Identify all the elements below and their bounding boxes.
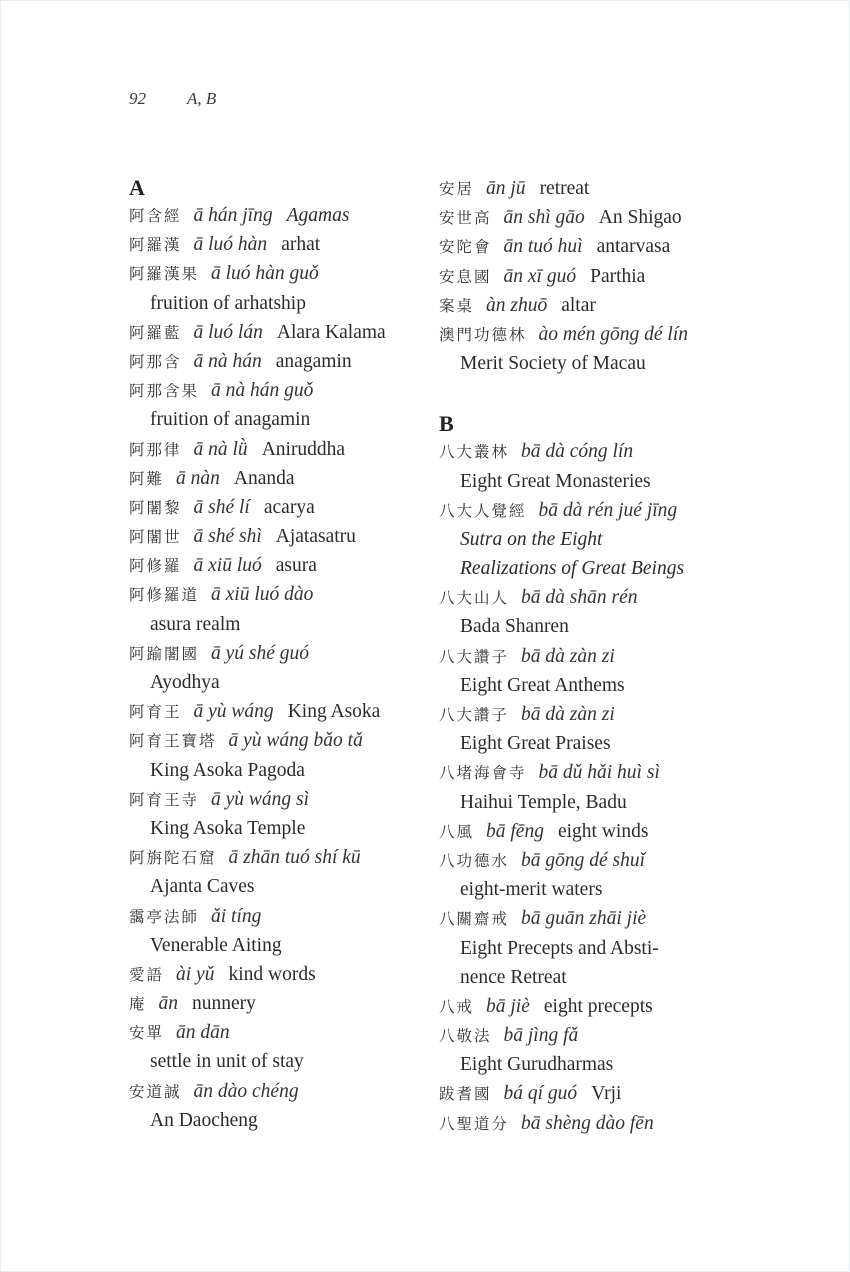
pinyin: ā xiū luó — [193, 555, 262, 577]
english-term: Eight Gurudharmas — [460, 1054, 614, 1076]
chinese-term: 八敬法 — [439, 1027, 492, 1046]
pinyin: bā dà rén jué jīng — [538, 499, 678, 521]
pinyin: ā yù wáng bǎo tǎ — [228, 730, 363, 752]
chinese-term: 八大讚子 — [439, 647, 510, 666]
english-term: Ajanta Caves — [150, 876, 255, 898]
pinyin: ā shé shì — [193, 526, 262, 548]
english-term: nunnery — [192, 993, 256, 1015]
glossary-entry — [129, 259, 419, 317]
chinese-term: 八風 — [439, 822, 475, 841]
page-number: 92 — [129, 89, 146, 108]
pinyin: ān dào chéng — [193, 1080, 299, 1102]
glossary-entry — [439, 642, 729, 700]
pinyin: ā shé lí — [193, 496, 250, 518]
entry-headline — [129, 580, 419, 609]
english-term: eight-merit waters — [460, 879, 603, 901]
entry-headline — [439, 846, 729, 875]
glossary-entry — [439, 496, 729, 584]
chinese-term: 阿含經 — [129, 207, 182, 225]
pinyin: ān jū — [486, 178, 526, 199]
english-term: Ananda — [233, 467, 295, 489]
entry-headline — [129, 785, 419, 814]
chinese-term: 安世高 — [439, 209, 492, 228]
glossary-entry — [439, 174, 729, 203]
pinyin: ā yù wáng — [193, 701, 274, 723]
chinese-term: 阿闍世 — [129, 528, 182, 547]
chinese-term: 阿修羅道 — [129, 586, 200, 605]
pinyin: ā nà lǜ — [193, 438, 248, 460]
chinese-term: 安居 — [439, 180, 475, 198]
pinyin: ā zhān tuó shí kū — [228, 847, 361, 869]
entry-headline — [129, 259, 419, 288]
entry-headline — [129, 697, 419, 726]
pinyin: ā luó hàn guǒ — [211, 263, 319, 285]
chinese-term: 阿難 — [129, 469, 165, 488]
entry-headline — [129, 230, 419, 259]
entry-headline — [439, 291, 729, 320]
entry-headline — [129, 551, 419, 580]
glossary-entry — [129, 464, 419, 493]
glossary-entry — [129, 230, 419, 259]
entry-headline — [439, 817, 729, 846]
english-term: Venerable Aiting — [150, 934, 282, 956]
pinyin: bā dà zàn zi — [521, 645, 615, 667]
section-letter: B — [439, 411, 454, 437]
english-term: antarvasa — [596, 236, 671, 258]
pinyin: bā dǔ hǎi huì sì — [538, 762, 660, 784]
english-term: Eight Great Anthems — [460, 674, 625, 696]
chinese-term: 八大人覺經 — [439, 501, 527, 520]
entry-headline — [129, 464, 419, 493]
chinese-term: 阿旃陀石窟 — [129, 849, 217, 868]
section-letter: A — [129, 175, 145, 200]
chinese-term: 八大叢林 — [439, 443, 510, 462]
glossary-entry — [439, 320, 729, 378]
chinese-term: 阿育王寶塔 — [129, 732, 217, 751]
glossary-entry — [129, 435, 419, 464]
english-term: Sutra on the Eight — [460, 528, 603, 550]
entry-headline — [439, 1109, 729, 1138]
entry-headline — [439, 1021, 729, 1050]
glossary-entry — [129, 493, 419, 522]
section-title: A, B — [187, 89, 217, 108]
pinyin: bā shèng dào fēn — [521, 1112, 654, 1134]
chinese-term: 八大山人 — [439, 589, 510, 608]
english-term: King Asoka — [287, 701, 381, 723]
section-gap — [439, 378, 729, 407]
english-term: Eight Precepts and Absti- — [460, 937, 659, 959]
glossary-entry — [439, 291, 729, 320]
chinese-term: 八功德水 — [439, 851, 510, 870]
english-term: fruition of arhatship — [150, 292, 306, 314]
pinyin: ā nà hán — [193, 350, 262, 372]
entry-headline — [129, 522, 419, 551]
english-term: kind words — [228, 963, 316, 985]
english-term: altar — [561, 294, 596, 316]
english-term: Eight Great Praises — [460, 733, 611, 755]
glossary-entry — [129, 989, 419, 1018]
glossary-entry — [129, 960, 419, 989]
glossary-entry — [129, 785, 419, 843]
entry-headline — [129, 726, 419, 755]
glossary-entry — [129, 376, 419, 434]
pinyin: bā jiè — [486, 995, 530, 1017]
chinese-term: 安陀會 — [439, 238, 492, 257]
pinyin: ān xī guó — [503, 265, 577, 287]
glossary-entry — [439, 758, 729, 816]
pinyin: ān shì gāo — [503, 207, 585, 229]
glossary-entry — [439, 904, 729, 992]
chinese-term: 八大讚子 — [439, 706, 510, 724]
pinyin: bā guān zhāi jiè — [521, 908, 647, 930]
entry-headline — [129, 318, 419, 347]
entry-headline — [129, 639, 419, 668]
english-term: eight winds — [557, 820, 649, 842]
glossary-entry — [439, 1079, 729, 1108]
chinese-term: 阿闍黎 — [129, 498, 182, 517]
pinyin: ài yǔ — [176, 963, 215, 985]
right-column — [439, 174, 729, 1138]
chinese-term: 安息國 — [439, 267, 492, 286]
english-term: Realizations of Great Beings — [460, 558, 685, 580]
english-term: arhat — [281, 234, 321, 256]
glossary-entry — [439, 232, 729, 261]
entry-headline — [129, 960, 419, 989]
entry-headline — [129, 902, 419, 931]
english-term: Aniruddha — [261, 438, 346, 460]
glossary-entry — [129, 902, 419, 960]
entry-headline — [439, 758, 729, 787]
entry-headline — [439, 437, 729, 466]
pinyin: àn zhuō — [486, 294, 548, 316]
pinyin: ān dān — [176, 1022, 230, 1044]
entry-headline — [439, 583, 729, 612]
glossary-entry — [129, 347, 419, 376]
english-term: Haihui Temple, Badu — [460, 791, 627, 813]
glossary-entry — [129, 1077, 419, 1135]
english-term: Agamas — [286, 205, 350, 226]
glossary-entry — [129, 697, 419, 726]
english-term: Merit Society of Macau — [460, 353, 646, 375]
english-term: Ajatasatru — [275, 526, 356, 548]
pinyin: bā jìng fǎ — [503, 1025, 579, 1047]
chinese-term: 阿育王 — [129, 703, 182, 722]
glossary-entry — [129, 1018, 419, 1076]
glossary-entry — [439, 1021, 729, 1079]
entry-headline — [439, 1079, 729, 1108]
entry-headline — [439, 992, 729, 1021]
english-term: Bada Shanren — [460, 616, 569, 638]
english-term: anagamin — [275, 350, 352, 372]
entry-headline — [129, 843, 419, 872]
chinese-term: 阿修羅 — [129, 557, 182, 576]
pinyin: ǎi tíng — [211, 905, 262, 927]
english-term: King Asoka Pagoda — [150, 759, 305, 781]
glossary-entry — [439, 817, 729, 846]
chinese-term: 阿羅藍 — [129, 323, 182, 342]
glossary-entry — [439, 262, 729, 291]
pinyin: bā gōng dé shuǐ — [521, 849, 646, 871]
pinyin: ā nà hán guǒ — [211, 380, 314, 402]
entry-headline — [439, 904, 729, 933]
chinese-term: 八關齋戒 — [439, 910, 510, 929]
pinyin: bā fēng — [486, 820, 544, 842]
english-term: asura — [275, 555, 317, 577]
chinese-term: 安道誠 — [129, 1082, 182, 1101]
entry-headline — [129, 435, 419, 464]
entry-headline — [129, 376, 419, 405]
pinyin: ào mén gōng dé lín — [538, 323, 688, 345]
chinese-term: 庵 — [129, 995, 147, 1014]
english-term: Parthia — [590, 265, 646, 287]
english-term: asura realm — [150, 613, 241, 635]
entry-headline — [439, 232, 729, 261]
pinyin: ā xiū luó dào — [211, 584, 314, 606]
entry-headline — [129, 201, 419, 230]
glossary-entry — [439, 1109, 729, 1138]
glossary-entry — [439, 203, 729, 232]
pinyin: ā yú shé guó — [211, 642, 310, 664]
chinese-term: 阿那含 — [129, 352, 182, 371]
chinese-term: 阿育王寺 — [129, 790, 200, 809]
chinese-term: 阿羅漢果 — [129, 265, 200, 284]
english-term: fruition of anagamin — [150, 409, 311, 431]
chinese-term: 安單 — [129, 1024, 165, 1043]
glossary-entry — [129, 551, 419, 580]
chinese-term: 八堵海會寺 — [439, 764, 527, 783]
chinese-term: 案桌 — [439, 296, 475, 315]
entry-headline — [439, 700, 729, 729]
glossary-entry — [129, 318, 419, 347]
chinese-term: 靄亭法師 — [129, 907, 200, 926]
english-term: eight precepts — [543, 995, 653, 1017]
pinyin: ā luó hàn — [193, 234, 268, 256]
entry-headline — [439, 496, 729, 525]
glossary-entry — [129, 201, 419, 230]
chinese-term: 跋耆國 — [439, 1085, 492, 1104]
entry-headline — [439, 320, 729, 349]
chinese-term: 阿踰闍國 — [129, 644, 200, 663]
chinese-term: 阿那律 — [129, 440, 182, 459]
chinese-term: 八聖道分 — [439, 1114, 510, 1133]
chinese-term: 八戒 — [439, 997, 475, 1016]
english-term: Eight Great Monasteries — [460, 470, 651, 492]
glossary-entry — [129, 522, 419, 551]
glossary-entry — [439, 700, 729, 758]
glossary-entry — [439, 992, 729, 1021]
english-term: Alara Kalama — [276, 321, 386, 343]
chinese-term: 愛語 — [129, 965, 165, 984]
entry-headline — [129, 1018, 419, 1047]
entry-headline — [439, 174, 729, 203]
chinese-term: 阿羅漢 — [129, 236, 182, 255]
glossary-entry — [129, 843, 419, 901]
english-term: settle in unit of stay — [150, 1051, 304, 1073]
glossary-entry — [129, 580, 419, 638]
entry-headline — [129, 347, 419, 376]
pinyin: ā luó lán — [193, 321, 263, 343]
pinyin: ān tuó huì — [503, 236, 583, 258]
english-term: An Daocheng — [150, 1109, 258, 1131]
pinyin: ā nàn — [176, 467, 220, 489]
entry-headline — [439, 203, 729, 232]
pinyin: bā dà zàn zi — [521, 704, 615, 725]
glossary-entry — [439, 583, 729, 641]
english-term: King Asoka Temple — [150, 817, 306, 839]
running-head — [129, 89, 216, 109]
glossary-entry — [129, 639, 419, 697]
english-term: Vrji — [591, 1083, 622, 1105]
glossary-entry — [129, 726, 419, 784]
english-term: Ayodhya — [150, 672, 220, 693]
entry-headline — [439, 642, 729, 671]
entry-headline — [129, 493, 419, 522]
pinyin: ān — [158, 993, 179, 1015]
glossary-entry — [439, 437, 729, 495]
entry-headline — [129, 1077, 419, 1106]
pinyin: bá qí guó — [503, 1083, 578, 1105]
entry-headline — [129, 989, 419, 1018]
chinese-term: 澳門功德林 — [439, 325, 527, 344]
left-column — [129, 171, 419, 1135]
glossary-entry — [439, 846, 729, 904]
pinyin: bā dà shān rén — [521, 587, 638, 609]
pinyin: bā dà cóng lín — [521, 441, 634, 463]
english-term: retreat — [539, 178, 590, 199]
english-term: nence Retreat — [460, 966, 567, 988]
english-term: An Shigao — [598, 207, 682, 229]
pinyin: ā yù wáng sì — [211, 788, 310, 810]
english-term: acarya — [263, 496, 315, 518]
entry-headline — [439, 262, 729, 291]
chinese-term: 阿那含果 — [129, 382, 200, 401]
pinyin: ā hán jīng — [193, 205, 273, 226]
